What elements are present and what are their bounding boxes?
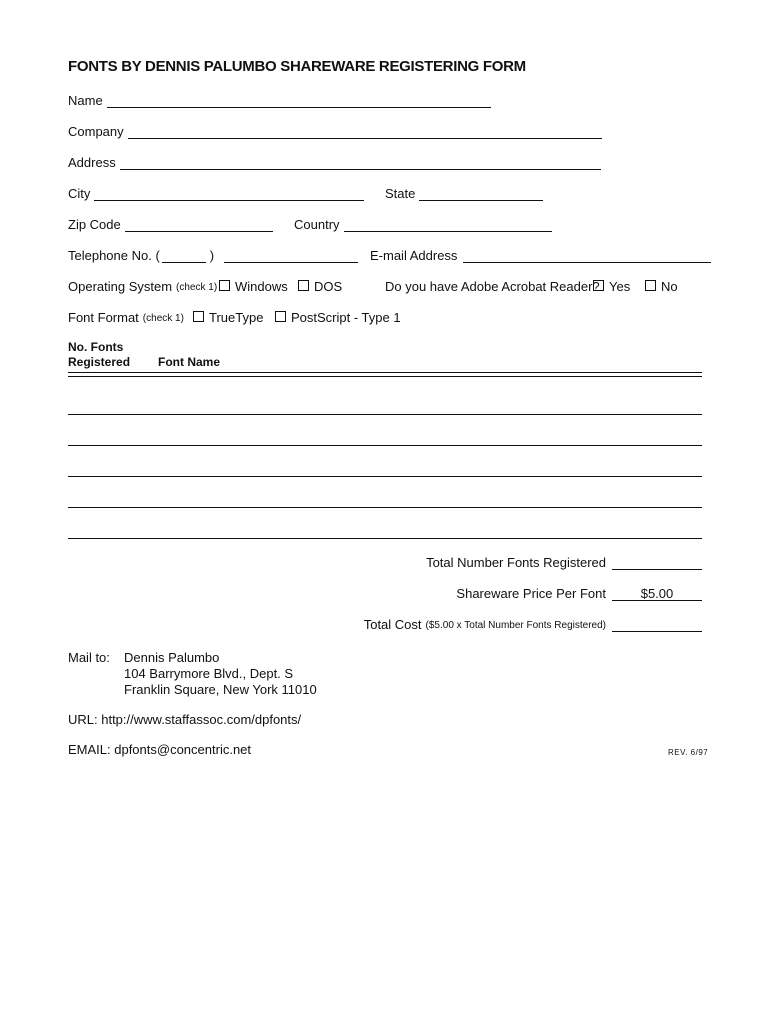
mail-line-2: 104 Barrymore Blvd., Dept. S — [124, 666, 294, 681]
address-field[interactable] — [120, 155, 601, 170]
mail-line-1: Dennis Palumbo — [124, 650, 220, 665]
no-label: No — [661, 279, 678, 294]
yes-checkbox[interactable] — [593, 280, 604, 291]
entry-line-1[interactable] — [68, 414, 702, 415]
zip-row — [68, 214, 273, 232]
dos-checkbox[interactable] — [298, 280, 309, 291]
postscript-label: PostScript - Type 1 — [291, 310, 401, 325]
country-label: Country — [294, 217, 340, 232]
os-option-dos[interactable] — [298, 276, 342, 294]
price-row — [456, 586, 702, 601]
city-row — [68, 183, 364, 201]
email-contact-text: EMAIL: dpfonts@concentric.net — [68, 742, 252, 757]
yes-label: Yes — [609, 279, 631, 294]
os-row — [68, 276, 217, 294]
truetype-label: TrueType — [209, 310, 264, 325]
name-field[interactable] — [107, 93, 491, 108]
total-fonts-label: Total Number Fonts Registered — [426, 555, 606, 570]
col-fonts-registered-header — [68, 340, 130, 370]
acrobat-option-no[interactable] — [645, 276, 678, 294]
email-label: E-mail Address — [370, 248, 458, 263]
total-fonts-field[interactable] — [612, 555, 702, 570]
windows-checkbox[interactable] — [219, 280, 230, 291]
area-code-field[interactable] — [162, 248, 206, 263]
dos-label: DOS — [314, 279, 343, 294]
col-font-name-header: Font Name — [158, 355, 221, 369]
telephone-field[interactable] — [224, 248, 358, 263]
email-field[interactable] — [463, 248, 711, 263]
email-row — [370, 245, 711, 263]
col-header-line2: Registered — [68, 355, 131, 369]
name-label: Name — [68, 93, 103, 108]
state-row — [385, 183, 543, 201]
table-header-rule-top — [68, 372, 702, 373]
os-option-windows[interactable] — [219, 276, 288, 294]
zip-label: Zip Code — [68, 217, 121, 232]
address-label: Address — [68, 155, 116, 170]
mail-to-label: Mail to: — [68, 650, 110, 665]
font-format-label: Font Format — [68, 310, 139, 325]
total-cost-row — [364, 617, 702, 632]
address-row — [68, 152, 601, 170]
format-option-truetype[interactable] — [193, 307, 263, 325]
total-cost-label: Total Cost — [363, 617, 422, 632]
truetype-checkbox[interactable] — [193, 311, 204, 322]
revision-label: REV. 6/97 — [668, 748, 709, 757]
total-cost-hint: ($5.00 x Total Number Fonts Registered) — [425, 620, 606, 631]
state-label: State — [385, 186, 416, 201]
city-field[interactable] — [94, 186, 364, 201]
total-cost-field[interactable] — [612, 617, 702, 632]
entry-line-4[interactable] — [68, 507, 702, 508]
telephone-label: Telephone No. ( — [68, 248, 160, 263]
postscript-checkbox[interactable] — [275, 311, 286, 322]
table-header-rule-bottom — [68, 376, 702, 377]
acrobat-row — [385, 276, 600, 294]
country-row — [294, 214, 552, 232]
price-value: $5.00 — [612, 586, 702, 601]
os-label: Operating System — [68, 279, 173, 294]
font-format-hint: (check 1) — [142, 313, 184, 324]
company-label: Company — [68, 124, 124, 139]
country-field[interactable] — [344, 217, 552, 232]
company-field[interactable] — [128, 124, 602, 139]
mail-line-3: Franklin Square, New York 11010 — [124, 682, 317, 697]
telephone-close-paren: ) — [209, 248, 215, 263]
total-fonts-row — [426, 555, 702, 570]
name-row — [68, 90, 491, 108]
entry-line-3[interactable] — [68, 476, 702, 477]
entry-line-5[interactable] — [68, 538, 702, 539]
font-format-row — [68, 307, 184, 325]
windows-label: Windows — [235, 279, 288, 294]
col-header-line1: No. Fonts — [68, 340, 124, 354]
mailing-address — [124, 650, 317, 698]
acrobat-question: Do you have Adobe Acrobat Reader? — [385, 279, 600, 294]
no-checkbox[interactable] — [645, 280, 656, 291]
state-field[interactable] — [419, 186, 543, 201]
zip-field[interactable] — [125, 217, 273, 232]
url-text: URL: http://www.staffassoc.com/dpfonts/ — [68, 712, 302, 727]
form-title: FONTS BY DENNIS PALUMBO SHAREWARE REGISTERING FORM — [68, 58, 526, 75]
telephone-row — [68, 245, 358, 263]
format-option-postscript[interactable] — [275, 307, 401, 325]
acrobat-option-yes[interactable] — [593, 276, 630, 294]
company-row — [68, 121, 602, 139]
os-hint: (check 1) — [176, 282, 218, 293]
entry-line-2[interactable] — [68, 445, 702, 446]
price-label: Shareware Price Per Font — [456, 586, 606, 601]
city-label: City — [68, 186, 91, 201]
